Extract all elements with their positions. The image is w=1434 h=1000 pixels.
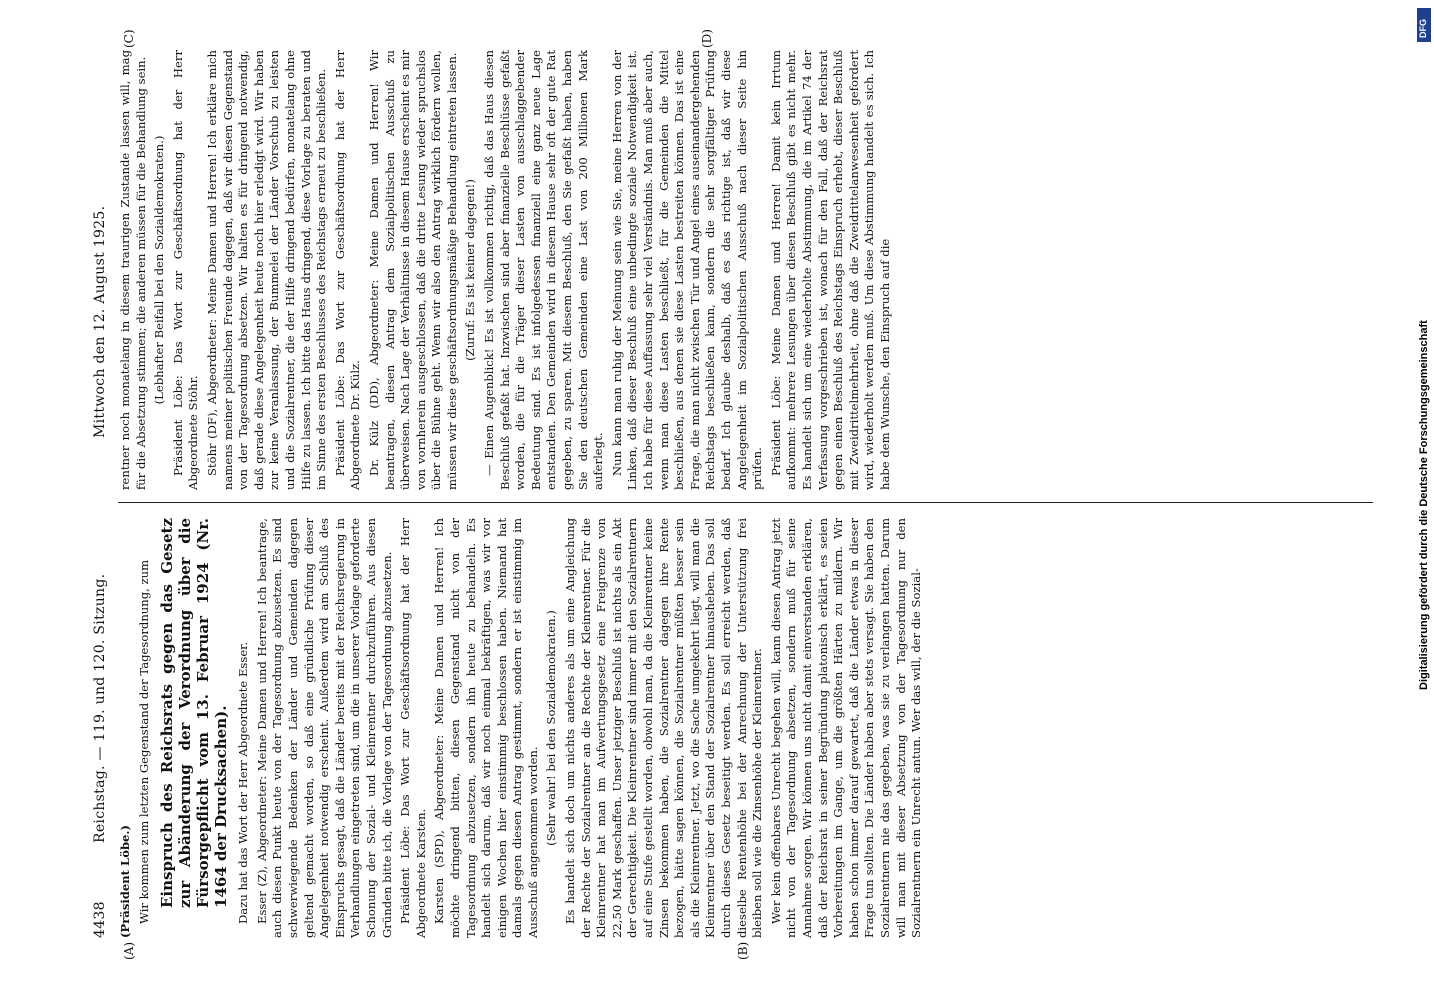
paragraph: rentner noch monatelang in diesem traurigen Zustande lassen will, mag für die Absetzung stimmen; die anderen müssen für die Behandlung sein.	[118, 50, 148, 490]
speaker-note: (Präsident Löbe.)	[118, 825, 132, 938]
digitization-credit: Digitalisierung gefördert durch die Deutsche Forschungsgemeinschaft	[1418, 320, 1430, 690]
paragraph: Es handelt sich doch um nichts anderes als um eine Angleichung der Rechte der Sozialrentner an die Rechte der Kleinrentner. Für die Kleinrentner hat man im Aufwertungsgesetz eine Freigrenze von 22,50 Mark geschaffen. Unser jetziger Beschluß ist nichts als ein Akt der Gerechtigkeit. Die Kleinrentner sind immer mit den Sozialrentnern auf eine Stufe gestellt worden, obwohl man, da die Kleinrentner keine Zinsen bekommen haben, die Sozialrentner dagegen ihre Rente bezogen, hätte sagen können, die Sozialrentner müßten besser sein als die Kleinrentner. Jetzt, wo die Sache umgekehrt liegt, will man die Kleinrentner über den Stand der Sozialrentner hinausheben. Das soll durch dieses Gesetz beseitigt werden. Es soll erreicht werden, daß dieselbe Rentenhöhe bei der Anrechnung der Unterstützung frei bleiben soll wie die Zinsenhöhe der Kleinrentner.	[563, 518, 765, 938]
column-left	[118, 518, 928, 938]
margin-marker-c: (C)	[122, 29, 136, 48]
speech-karsten: Karsten (SPD), Abgeordneter: Meine Damen und Herren! Ich möchte dringend bitten, diesen Gegenstand nicht von der Tagesordnung abzusetzen, sondern ihn heute zu behandeln. Es handelt sich darum, daß wir noch einmal bekräftigen, was wir vor einigen Wochen hier einstimmig beschlossen haben. Niemand hat damals gegen diesen Antrag gestimmt, sondern er ist einstimmig im Ausschuß angenommen worden.	[432, 518, 540, 938]
column-right	[118, 50, 897, 490]
interjection: (Lebhafter Beifall bei den Sozialdemokraten.)	[152, 135, 167, 405]
header-session: Reichstag. — 119. und 120. Sitzung.	[92, 573, 108, 843]
dfg-logo-text: DFG	[1418, 19, 1428, 38]
paragraph: Wer kein offenbares Unrecht begehen will, kann diesen Antrag jetzt nicht von der Tagesordnung absetzen, sondern muß für seine Annahme sorgen. Wir können uns nicht damit einverstanden erklären, daß der Reichsrat in seiner Begründung platonisch erklärt, es seien Vorbereitungen im Gange, um die größten Härten zu mildern. Wir haben schon immer darauf gewartet, daß die Länder etwas in dieser Frage tun sollten. Die Länder haben aber stets versagt. Sie haben den Sozialrentnern nie das gegeben, was sie zu verlangen hatten. Darum will man mit dieser Absetzung von der Tagesordnung nur den Sozialrentnern ein Unrecht antun. Wer das will, der die Sozial-	[768, 518, 924, 938]
president-remark: Präsident Löbe: Das Wort zur Geschäftsordnung hat der Herr Abgeordnete Karsten.	[398, 518, 428, 938]
header-date: Mittwoch den 12. August 1925.	[92, 205, 108, 438]
margin-marker-d: (D)	[700, 29, 714, 48]
paragraph: Dazu hat das Wort der Herr Abgeordnete Esser.	[236, 641, 251, 924]
speech-stoehr: Stöhr (DF), Abgeordneter: Meine Damen und Herren! Ich erkläre mich namens meiner politischen Freunde dagegen, daß wir diesen Gegenstand von der Tagesordnung absetzen. Wir halten es für dringend notwendig, daß gerade diese Angelegenheit heute noch hier erledigt wird. Wir haben zur keine Veranlassung, der Bummelei der Länder Vorschub zu leisten und die Sozialrentner, die der Hilfe dringend bedürfen, monatelang ohne Hilfe zu lassen. Ich bitte das Haus dringend, diese Vorlage zu beraten und im Sinne des ersten Beschlusses des Reichstags erneut zu beschließen.	[204, 50, 329, 490]
dfg-logo	[1417, 8, 1431, 42]
margin-marker-a: (A)	[122, 941, 136, 960]
president-remark: Präsident Löbe: Meine Damen und Herren! Damit kein Irrtum aufkommt: mehrere Lesungen über diesen Beschluß gibt es nicht mehr. Es handelt sich um eine wiederholte Abstimmung, die im Artikel 74 der Verfassung vorgeschrieben ist, wonach für den Fall, daß der Reichsrat gegen einen Beschluß des Reichstags Einspruch erhebt, dieser Beschluß mit Zweidrittelmehrheit, ohne daß die Zweidrittelanwesenheit gefordert wird, wiederholt werden muß. Um diese Abstimmung handelt es sich. Ich habe dem Wunsche, den Einspruch auf die	[768, 50, 892, 490]
president-remark: Präsident Löbe: Das Wort zur Geschäftsordnung hat der Herr Abgeordnete Stöhr.	[170, 50, 201, 490]
paragraph: — Einen Augenblick! Es ist vollkommen richtig, daß das Haus diesen Beschluß gefaßt hat. Inzwischen sind aber finanzielle Beschlüsse gefaßt worden, die für die Träger dieser Lasten von ausschlaggebender Bedeutung sind. Es ist infolgedessen finanziell eine ganz neue Lage entstanden. Den Gemeinden wird in diesem Hause sehr oft der gute Rat gegeben, zu sparen. Mit diesem Beschluß, den Sie gefaßt haben, haben Sie den deutschen Gemeinden eine Last von 200 Millionen Mark auferlegt.	[482, 50, 606, 490]
paragraph: Nun kann man ruhig der Meinung sein wie Sie, meine Herren von der Linken, daß dieser Beschluß eine unbedingte soziale Notwendigkeit ist. Ich habe für diese Auffassung sehr viel Verständnis. Man muß aber auch, wenn man diese Lasten beschließt, für die Gemeinden die Mittel beschließen, aus denen sie diese Lasten bestreiten können. Das ist eine Frage, die man nicht zwischen Tür und Angel eines auseinandergehenden Reichstags beschließen kann, sondern die sehr sorgfältiger Prüfung bedarf. Ich glaube deshalb, daß es das richtige ist, daß wir diese Angelegenheit im Sozialpolitischen Ausschuß nach dieser Seite hin prüfen.	[609, 50, 765, 490]
speech-esser: Esser (Z), Abgeordneter: Meine Damen und Herren! Ich beantrage, auch diesen Punkt heute von der Tagesordnung abzusetzen. Es sind schwerwiegende Bedenken der Länder und Gemeinden dagegen geltend gemacht worden, so daß eine gründliche Prüfung dieser Angelegenheit notwendig erscheint. Außerdem wird am Schluß des Einspruchs gesagt, daß die Länder bereits mit der Reichsregierung in Verhandlungen eingetreten sind, um die in unserer Vorlage geforderte Schonung der Sozial- und Kleinrentner durchzuführen. Aus diesen Gründen bitte ich, die Vorlage von der Tagesordnung abzusetzen.	[254, 518, 394, 938]
agenda-heading: Einspruch des Reichsrats gegen das Gesetz zur Abänderung der Verordnung über die Fürsorgepflicht vom 13. Februar 1924 (Nr. 1464 der Drucksachen).	[158, 518, 231, 908]
paragraph: Wir kommen zum letzten Gegenstand der Tagesordnung, zum	[136, 559, 151, 924]
margin-marker-b: (B)	[736, 941, 750, 960]
speech-kuelz: Dr. Külz (DD), Abgeordneter: Meine Damen und Herren! Wir beantragen, diesen Antrag dem Sozialpolitischen Ausschuß zu überweisen. Nach Lage der Verhältnisse in diesem Hause erscheint es mir von vornherein ausgeschlossen, daß die dritte Lesung wieder spruchslos über die Bühne geht. Wenn wir also den Antrag wirklich fördern wollen, müssen wir diese geschäftsordnungsmäßige Behandlung eintreten lassen.	[366, 50, 459, 490]
column-divider	[118, 502, 1373, 503]
president-remark: Präsident Löbe: Das Wort zur Geschäftsordnung hat der Herr Abgeordnete Dr. Külz.	[332, 50, 363, 490]
interjection: (Sehr wahr! bei den Sozialdemokraten.)	[544, 610, 559, 846]
interjection: (Zuruf: Es ist keiner dagegen!)	[463, 179, 478, 361]
page-number: 4438	[92, 901, 108, 938]
page-header	[92, 48, 116, 938]
